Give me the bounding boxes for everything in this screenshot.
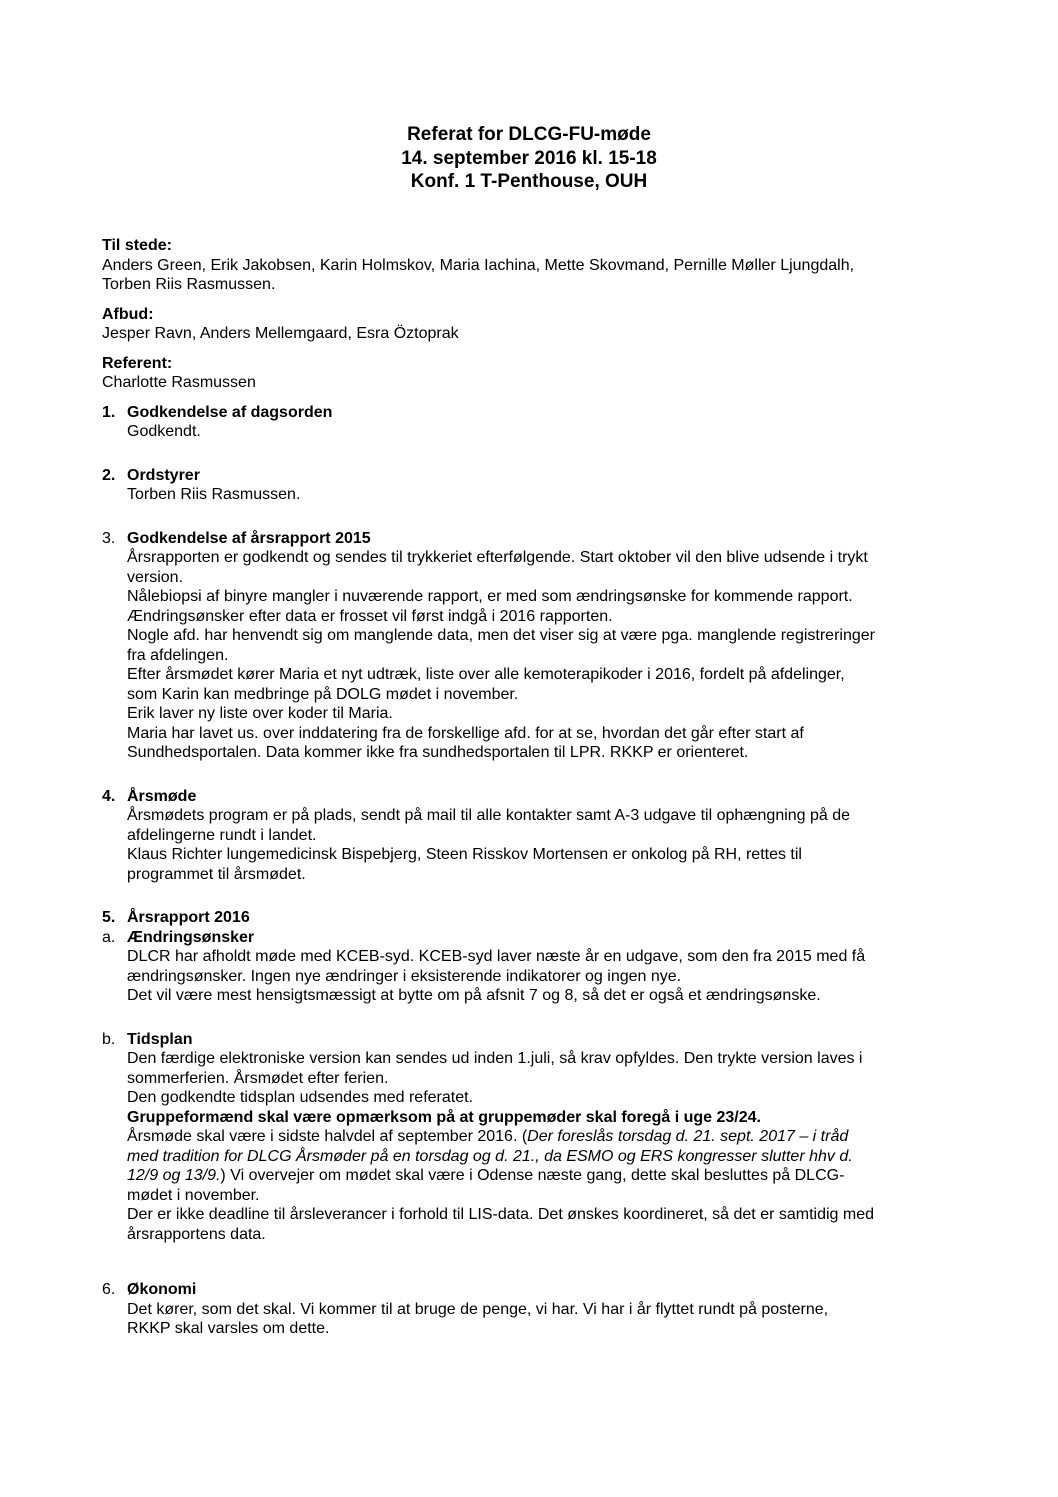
agenda-item-2 (102, 466, 982, 505)
item-line: Det kører, som det skal. Vi kommer til at bruge de penge, vi har. Vi har i år flyttet rundt på posterne, (127, 1300, 829, 1318)
item-line: Ændringsønsker efter data er frosset vil først indgå i 2016 rapporten. (127, 607, 613, 625)
item-line: Klaus Richter lungemedicinsk Bispebjerg, Steen Risskov Mortensen er onkolog på RH, rettes til (127, 846, 802, 863)
item-line: Maria har lavet us. over inddatering fra de forskellige afd. for at se, hvordan det går efter start af (127, 724, 804, 742)
item-line: afdelingerne rundt i landet. (127, 826, 317, 844)
item-line: Torben Riis Rasmussen. (127, 486, 301, 503)
item-number: 5. (102, 909, 116, 926)
item-line (127, 1127, 982, 1147)
text-span: Årsmøde skal være i sidste halvdel af september 2016. ( (127, 1128, 528, 1145)
referent-label: Referent: (102, 354, 173, 372)
item-line: fra afdelingen. (127, 646, 229, 664)
agenda-item-5b (102, 1030, 982, 1245)
item-line: Årsmødets program er på plads, sendt på mail til alle kontakter samt A-3 udgave til ophængning på de (127, 807, 851, 824)
absent-label: Afbud: (102, 305, 154, 323)
agenda-item-5a (102, 928, 982, 1006)
agenda-item-4 (102, 787, 982, 885)
agenda-item-3 (102, 529, 982, 763)
item-number: 4. (102, 787, 116, 805)
sub-item-heading: Ændringsønsker (127, 928, 255, 946)
item-line: Nogle afd. har henvendt sig om manglende data, men det viser sig at være pga. manglende registreringer (127, 627, 875, 644)
item-line: sommerferien. Årsmødet efter ferien. (127, 1069, 389, 1087)
sub-item-letter: a. (102, 928, 116, 946)
item-line: ændringsønsker. Ingen nye ændringer i eksisterende indikatorer og ingen nye. (127, 967, 682, 985)
referent-section (102, 354, 982, 393)
agenda-item-6 (102, 1280, 982, 1339)
item-line: Nålebiopsi af binyre mangler i nuværende rapport, er med som ændringsønske for kommende rapport. (127, 588, 853, 605)
attendees-section (102, 236, 982, 295)
item-heading: Økonomi (127, 1281, 197, 1298)
sub-item-letter: b. (102, 1030, 116, 1048)
item-line: programmet til årsmødet. (127, 865, 306, 883)
item-line: DLCR har afholdt møde med KCEB-syd. KCEB-syd laver næste år en udgave, som den fra 2015 med få (127, 948, 866, 965)
sub-item-heading: Tidsplan (127, 1030, 193, 1048)
item-line: Den godkendte tidsplan udsendes med referatet. (127, 1089, 474, 1106)
attendees-line: Anders Green, Erik Jakobsen, Karin Holmskov, Maria Iachina, Mette Skovmand, Pernille Møller Ljungdalh, (102, 256, 855, 274)
item-line: Det vil være mest hensigtsmæssigt at bytte om på afsnit 7 og 8, så det er også et ændringsønske. (127, 987, 821, 1004)
item-line: Årsrapporten er godkendt og sendes til trykkeriet efterfølgende. Start oktober vil den blive udsende i trykt (127, 549, 868, 566)
agenda-item-1 (102, 403, 982, 442)
italic-span: 12/9 og 13/9. (127, 1167, 221, 1184)
item-line: Den færdige elektroniske version kan sendes ud inden 1.juli, så krav opfyldes. Den trykte version laves i (127, 1050, 863, 1067)
agenda-item-5 (102, 908, 982, 928)
item-heading: Godkendelse af dagsorden (127, 403, 333, 421)
text-span: ) Vi overvejer om mødet skal være i Odense næste gang, dette skal besluttes på DLCG- (220, 1167, 845, 1184)
item-line: Sundhedsportalen. Data kommer ikke fra sundhedsportalen til LPR. RKKP er orienteret. (127, 744, 749, 761)
item-line: RKKP skal varsles om dette. (127, 1320, 330, 1337)
item-heading: Godkendelse af årsrapport 2015 (127, 529, 371, 547)
item-number: 1. (102, 403, 116, 421)
document-body (102, 236, 982, 1339)
item-line-italic: med tradition for DLCG Årsmøder på en torsdag og d. 21., da ESMO og ERS kongresser slutter hhv d. (127, 1147, 853, 1165)
item-line: Efter årsmødet kører Maria et nyt udtræk, liste over alle kemoterapikoder i 2016, fordelt på afdelinger, (127, 666, 845, 683)
item-line: som Karin kan medbringe på DOLG mødet i november. (127, 685, 519, 703)
title-line-1: Referat for DLCG-FU-møde (407, 124, 651, 145)
item-line: årsrapportens data. (127, 1225, 266, 1243)
attendees-label: Til stede: (102, 237, 172, 254)
absent-section (102, 305, 982, 344)
item-line (127, 1166, 982, 1186)
item-heading: Årsrapport 2016 (127, 909, 250, 926)
item-line: Erik laver ny liste over koder til Maria. (127, 705, 393, 722)
title-line-2: 14. september 2016 kl. 15-18 (401, 147, 657, 169)
item-heading: Ordstyrer (127, 466, 200, 484)
item-number: 3. (102, 529, 116, 547)
item-line: mødet i november. (127, 1186, 260, 1204)
absent-text: Jesper Ravn, Anders Mellemgaard, Esra Öztoprak (102, 325, 459, 342)
italic-span: Der foreslås torsdag d. 21. sept. 2017 – i tråd (527, 1128, 849, 1145)
document-title (0, 123, 1058, 194)
title-line-3: Konf. 1 T-Penthouse, OUH (410, 171, 648, 192)
referent-text: Charlotte Rasmussen (102, 374, 256, 391)
item-number: 2. (102, 466, 116, 484)
item-line: Godkendt. (127, 423, 201, 440)
item-line: Der er ikke deadline til årsleverancer i forhold til LIS-data. Det ønskes koordineret, så det er samtidig med (127, 1206, 875, 1223)
attendees-line: Torben Riis Rasmussen. (102, 276, 276, 293)
item-number: 6. (102, 1281, 116, 1298)
item-heading: Årsmøde (127, 787, 197, 805)
item-line-bold: Gruppeformænd skal være opmærksom på at gruppemøder skal foregå i uge 23/24. (127, 1108, 761, 1126)
item-line: version. (127, 568, 184, 586)
